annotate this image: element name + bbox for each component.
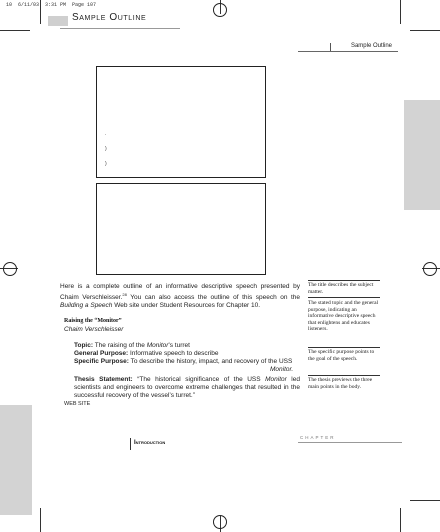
speech-title: Raising the “Monitor” xyxy=(64,318,122,324)
footnote-ref: 28 xyxy=(122,292,127,297)
speech-author: Chaim Verschleisser xyxy=(64,326,124,333)
side-tab-left xyxy=(0,405,32,515)
specific-purpose-ship: Monitor. xyxy=(270,366,294,373)
footer-tick xyxy=(130,438,131,450)
registration-mark-right xyxy=(423,262,437,276)
figure-marker: ) xyxy=(105,161,107,167)
note-rule xyxy=(308,297,380,298)
topic-text: The raising of the xyxy=(93,342,147,349)
ship-name: Monitor xyxy=(265,376,287,383)
side-tab-right xyxy=(404,100,440,210)
thesis-text: led scientists and engineers to overcome extreme challenges that resulted in the successful recovery of the vessel’s turret.” xyxy=(74,376,300,399)
running-head-rule xyxy=(298,51,398,52)
intro-text: Here is a complete outline of an informative descriptive speech presented by Chaim Verschleisser. xyxy=(60,283,300,302)
registration-mark-bottom xyxy=(213,515,227,529)
corner-crop-br-h xyxy=(410,500,440,501)
general-purpose-text: Informative speech to describe xyxy=(128,350,219,357)
general-purpose-label: General Purpose: xyxy=(74,350,129,357)
intro-text: Web site under Student Resources for Chapter 10. xyxy=(112,302,261,310)
note-rule xyxy=(308,347,380,348)
intro-paragraph xyxy=(60,283,300,310)
corner-crop-tl-v xyxy=(40,0,41,24)
general-purpose-line xyxy=(74,350,219,358)
topic-text: ’s turret xyxy=(168,342,190,349)
corner-crop-br-v xyxy=(400,508,401,532)
figure-box-bottom xyxy=(96,183,266,275)
print-slug: 10 6/11/03 3:31 PM Page 107 xyxy=(6,2,97,8)
thesis-text: “The historical significance of the USS xyxy=(132,376,266,383)
page-title: Sample Outline xyxy=(72,12,147,23)
thesis-statement xyxy=(74,376,300,400)
header-rule xyxy=(60,28,180,29)
thesis-label: Thesis Statement: xyxy=(74,376,133,383)
intro-text: You can also access the outline of this speech on the xyxy=(126,294,300,302)
figure-marker: ) xyxy=(105,146,107,152)
chapter-label: CHAPTER xyxy=(300,435,336,440)
note-rule xyxy=(308,280,380,281)
chapter-rule xyxy=(298,442,402,443)
corner-crop-tr-v xyxy=(400,0,401,24)
margin-note-purpose: The stated topic and the general purpose, indicating an informative descriptive speech that enlightens and educates listeners. xyxy=(308,300,379,332)
specific-purpose-label: Specific Purpose: xyxy=(74,358,129,365)
registration-mark-left xyxy=(3,262,17,276)
margin-note-specific: The specific purpose points to the goal of the speech. xyxy=(308,349,375,362)
corner-crop-tl-h xyxy=(0,30,30,31)
specific-purpose-line xyxy=(74,358,292,366)
margin-note-thesis: The thesis previews the three main points in the body. xyxy=(308,377,373,390)
corner-crop-bl-v xyxy=(40,508,41,532)
topic-label: Topic: xyxy=(74,342,94,349)
ship-name: Monitor xyxy=(146,342,169,349)
topic-line xyxy=(74,342,190,350)
running-head: Sample Outline xyxy=(350,43,392,49)
header-bar xyxy=(48,16,68,26)
website-label: WEB SITE xyxy=(64,401,91,407)
registration-mark-top xyxy=(213,3,227,17)
specific-purpose-text: To describe the history, impact, and recovery of the USS xyxy=(128,358,293,365)
figure-box-top xyxy=(96,66,266,178)
corner-crop-tr-h xyxy=(410,30,440,31)
note-rule xyxy=(308,375,380,376)
section-label: Introduction xyxy=(134,440,166,446)
margin-note-title: The title describes the subject matter. xyxy=(308,282,374,295)
figure-marker: . xyxy=(105,131,107,137)
book-title: Building a Speech xyxy=(60,302,113,310)
